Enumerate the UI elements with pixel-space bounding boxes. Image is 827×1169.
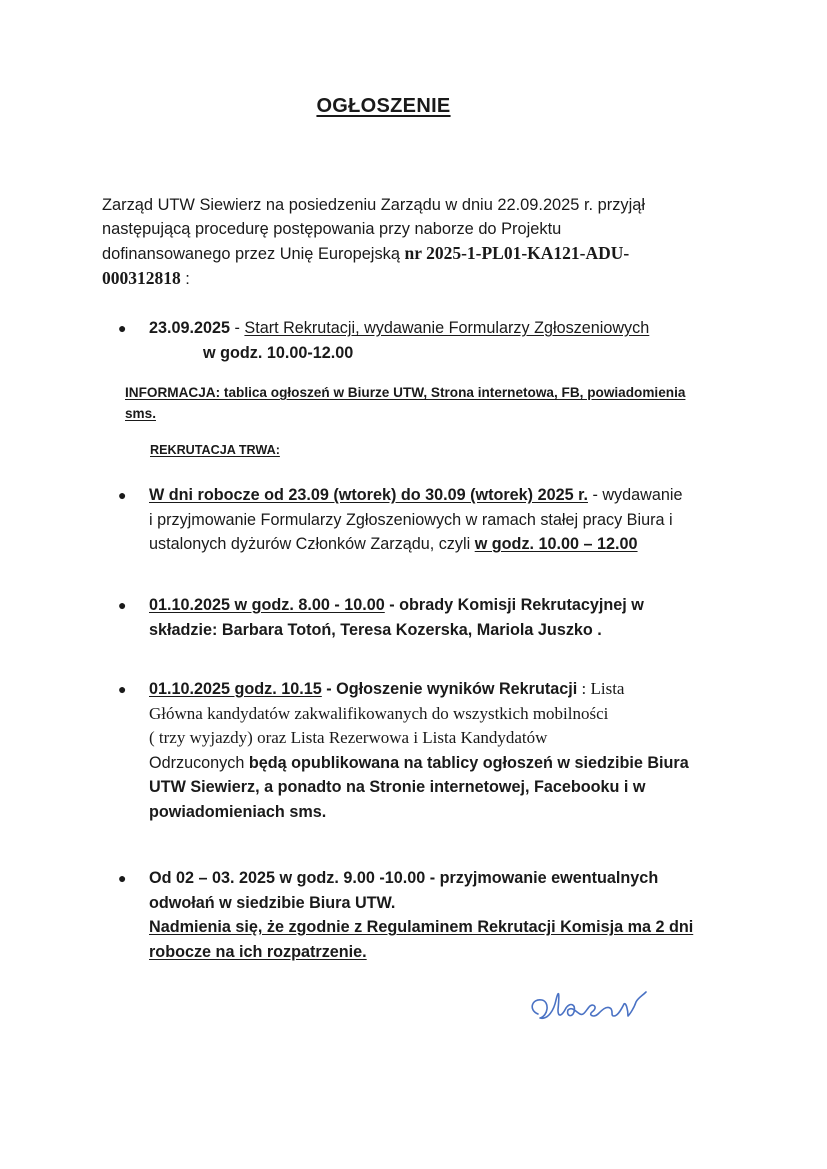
working-days-period: W dni robocze od 23.09 (wtorek) do 30.09 (wtorek) 2025 r. [149,486,588,504]
bullet-dot: ● [118,487,127,503]
bullet-dot: ● [118,681,127,697]
commission-rest: - obrady Komisji Rekrutacyjnej w [384,596,644,614]
bullet-dot: ● [118,597,127,613]
appeals-note-line-2: robocze na ich rozpatrzenie. [149,942,367,961]
results-line-4-prefix: Odrzuconych [149,753,249,772]
appeals-line-1: Od 02 – 03. 2025 w godz. 9.00 -10.00 - przyjmowanie ewentualnych [149,869,659,887]
info-note [125,382,725,424]
info-line-1: INFORMACJA: tablica ogłoszeń w Biurze UTW, Strona internetowa, FB, powiadomienia [125,385,686,400]
commission-members: składzie: Barbara Totoń, Teresa Kozerska, Mariola Juszko . [149,620,602,639]
working-days-rest: - wydawanie [587,486,683,504]
intro-line-2: następującą procedurę postępowania przy naborze do Projektu [102,220,562,238]
bullet-dot: ● [118,320,127,336]
intro-line-3 [102,241,722,266]
bullet-appeals [118,866,694,964]
working-days-hours: w godz. 10.00 – 12.00 [474,535,638,553]
bullet-start-recruitment [118,316,650,365]
intro-line-3-prefix: dofinansowanego przez Unię Europejską [102,245,405,263]
working-days-line-2: i przyjmowanie Formularzy Zgłoszeniowych w ramach stałej pracy Biura i [149,510,673,529]
results-date-hours: 01.10.2025 godz. 10.15 [149,680,322,698]
start-separator: - [230,319,245,337]
working-days-line-3-prefix: ustalonych dyżurów Członków Zarządu, czyli [149,535,475,553]
intro-line-1: Zarząd UTW Siewierz na posiedzeniu Zarządu w dniu 22.09.2025 r. przyjął [102,196,645,214]
results-line-4-bold: będą opublikowana na tablicy ogłoszeń w siedzibie Biura [248,753,689,772]
bullet-dot: ● [118,870,127,886]
results-list-start: : Lista [577,679,625,698]
signature-stroke [532,992,646,1018]
start-hours: w godz. 10.00-12.00 [203,343,354,362]
results-line-5: UTW Siewierz, a ponadto na Stronie internetowej, Facebooku i w [149,778,646,796]
results-heading: - Ogłoszenie wyników Rekrutacji [321,680,578,698]
appeals-note-line-1: Nadmienia się, że zgodnie z Regulaminem Rekrutacji Komisja ma 2 dni [149,918,694,936]
bullet-working-days [118,483,683,557]
results-line-2: Główna kandydatów zakwalifikowanych do wszystkich mobilności [149,703,609,723]
recruitment-ongoing-heading: REKRUTACJA TRWA: [150,443,280,457]
page-title: OGŁOSZENIE [316,95,451,117]
handwritten-signature [528,970,678,1030]
info-line-2: sms. [125,406,156,421]
intro-line-4 [102,266,722,291]
intro-paragraph [102,193,722,291]
project-number-part-1: nr 2025-1-PL01-KA121-ADU- [404,243,630,263]
start-text: Start Rekrutacji, wydawanie Formularzy Zgłoszeniowych [244,319,650,337]
results-line-6: powiadomieniach sms. [149,802,327,821]
results-line-3: ( trzy wyjazdy) oraz Lista Rezerwowa i Lista Kandydatów [149,728,548,747]
start-date: 23.09.2025 [149,319,231,337]
bullet-commission-meeting [118,593,644,642]
project-number-part-2: 000312818 [102,268,181,288]
intro-line-4-suffix: : [180,270,190,288]
appeals-line-2: odwołań w siedzibie Biura UTW. [149,893,396,912]
commission-date-hours: 01.10.2025 w godz. 8.00 - 10.00 [149,596,385,614]
bullet-results [118,677,689,824]
